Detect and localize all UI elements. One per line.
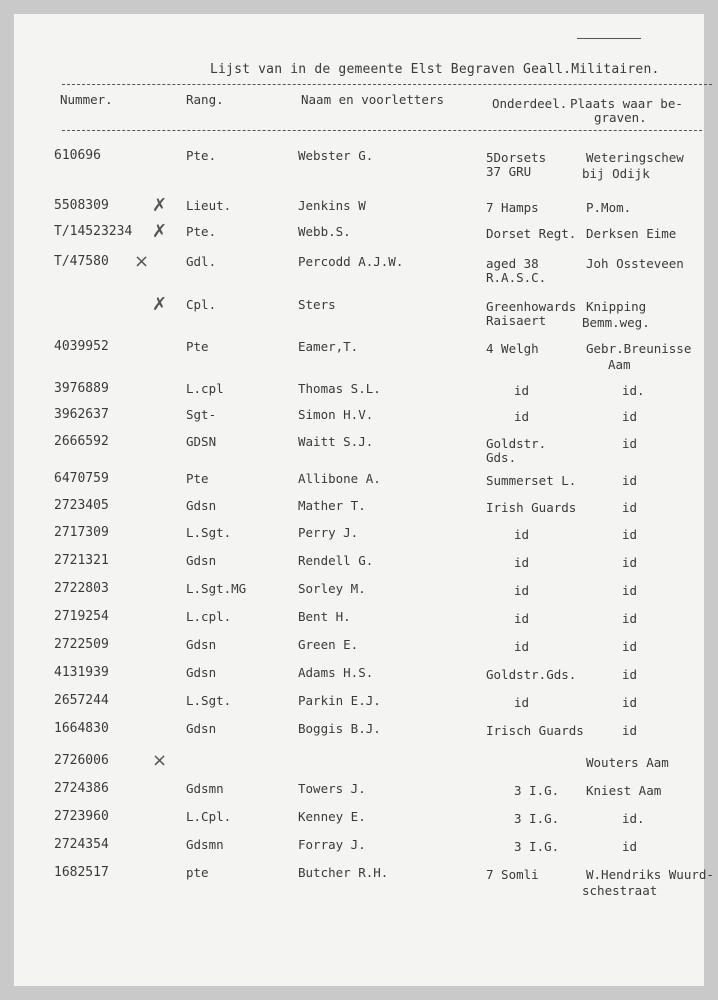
row-place: Weteringschew [586,150,684,165]
row-name: Bent H. [298,609,351,624]
row-name: Green E. [298,637,359,652]
row-number: T/14523234 [54,224,133,239]
row-name: Adams H.S. [298,665,374,680]
row-name: Webb.S. [298,224,351,239]
row-rank: Lieut. [186,198,232,213]
row-number: 2721321 [54,553,109,568]
header-unit: Onderdeel. [492,96,568,111]
top-line [577,38,641,39]
row-place: id [622,611,638,626]
cross-mark-icon: ✗ [152,195,168,216]
row-place: id [622,839,638,854]
row-unit: id [514,639,530,654]
cross-mark-icon: ✗ [152,221,168,242]
row-unit: 7 Somli [486,867,539,882]
row-unit: Irish Guards [486,500,577,515]
row-unit: 7 Hamps [486,200,539,215]
row-place: W.Hendriks Wuurd- [586,867,714,882]
header-rank: Rang. [186,92,224,107]
row-unit: Goldstr.Gds. [486,667,577,682]
row-unit-line2: Raisaert [486,313,547,328]
row-number: 2723405 [54,498,109,513]
row-unit: Summerset L. [486,473,577,488]
row-name: Forray J. [298,837,366,852]
row-rank: Sgt- [186,407,217,422]
row-number: 2723960 [54,809,109,824]
title-divider [62,84,712,85]
row-place-line2: Aam [608,357,631,372]
row-name: Simon H.V. [298,407,374,422]
row-rank: Gdsn [186,665,217,680]
header-name: Naam en voorletters [301,92,444,107]
header-divider [62,130,702,131]
row-rank: L.cpl [186,381,224,396]
row-unit: Goldstr. [486,436,547,451]
row-number: 2722803 [54,581,109,596]
row-unit: Irisch Guards [486,723,584,738]
row-number: 2724354 [54,837,109,852]
row-number: 2722509 [54,637,109,652]
row-rank: L.Cpl. [186,809,232,824]
row-rank: L.Sgt. [186,693,232,708]
row-unit-line2: Gds. [486,450,517,465]
row-unit: 3 I.G. [514,839,560,854]
row-unit: id [514,527,530,542]
row-place: id [622,409,638,424]
row-rank: L.Sgt.MG [186,581,247,596]
row-number: 2724386 [54,781,109,796]
row-name: Kenney E. [298,809,366,824]
row-place: Kniest Aam [586,783,662,798]
header-place: Plaats waar be- [570,96,683,111]
row-name: Eamer,T. [298,339,359,354]
row-unit: 4 Welgh [486,341,539,356]
row-rank: Pte. [186,148,217,163]
row-place: Joh Ossteveen [586,256,684,271]
row-number: 3962637 [54,407,109,422]
row-place: id [622,473,638,488]
row-unit: 3 I.G. [514,811,560,826]
row-place-line2: bij Odijk [582,166,650,181]
row-rank: Gdsmn [186,837,224,852]
row-number: 2719254 [54,609,109,624]
row-place: Gebr.Breunisse [586,341,692,356]
row-number: T/47580 [54,254,109,269]
row-unit: Greenhowards [486,299,577,314]
row-name: Jenkins W [298,198,366,213]
row-name: Mather T. [298,498,366,513]
row-place: id [622,555,638,570]
row-unit: id [514,583,530,598]
row-rank: Pte [186,471,209,486]
document-sheet [14,14,714,986]
row-unit: id [514,695,530,710]
row-number: 2657244 [54,693,109,708]
row-place-line2: schestraat [582,883,658,898]
row-unit: id [514,409,530,424]
row-place: id [622,695,638,710]
row-place: id [622,436,638,451]
row-unit: aged 38 [486,256,539,271]
row-number: 6470759 [54,471,109,486]
row-place: id. [622,811,645,826]
row-place: id [622,639,638,654]
row-place: id [622,723,638,738]
row-rank: Gdsn [186,498,217,513]
row-number: 610696 [54,148,101,163]
row-place: P.Mom. [586,200,632,215]
row-place: id. [622,383,645,398]
row-unit: id [514,555,530,570]
header-place-line2: graven. [594,110,647,125]
header-number: Nummer. [60,92,113,107]
row-place: Knipping [586,299,647,314]
row-name: Towers J. [298,781,366,796]
row-name: Thomas S.L. [298,381,381,396]
row-rank: Pte. [186,224,217,239]
row-rank: Cpl. [186,297,217,312]
row-unit: 3 I.G. [514,783,560,798]
row-place-line2: Bemm.weg. [582,315,650,330]
cross-mark-icon: × [134,251,150,272]
row-number: 2717309 [54,525,109,540]
row-name: Parkin E.J. [298,693,381,708]
row-name: Waitt S.J. [298,434,374,449]
row-unit: id [514,383,530,398]
row-number: 5508309 [54,198,109,213]
row-place: id [622,527,638,542]
row-rank: Gdsn [186,721,217,736]
row-name: Butcher R.H. [298,865,389,880]
row-rank: L.cpl. [186,609,232,624]
row-rank: Gdl. [186,254,217,269]
row-rank: Pte [186,339,209,354]
row-place: Wouters Aam [586,755,669,770]
row-rank: Gdsn [186,553,217,568]
row-place: id [622,500,638,515]
row-unit: 5Dorsets [486,150,547,165]
row-place: Derksen Eime [586,226,677,241]
row-unit-line2: R.A.S.C. [486,270,547,285]
row-number: 1682517 [54,865,109,880]
row-place: id [622,667,638,682]
row-name: Percodd A.J.W. [298,254,404,269]
cross-mark-icon: ✗ [152,294,168,315]
row-rank: L.Sgt. [186,525,232,540]
row-number: 2726006 [54,753,109,768]
row-number: 4039952 [54,339,109,354]
row-rank: Gdsmn [186,781,224,796]
row-name: Sorley M. [298,581,366,596]
row-unit: id [514,611,530,626]
row-name: Allibone A. [298,471,381,486]
row-unit: Dorset Regt. [486,226,577,241]
row-name: Boggis B.J. [298,721,381,736]
row-place: id [622,583,638,598]
row-name: Perry J. [298,525,359,540]
row-unit-line2: 37 GRU [486,164,532,179]
row-rank: GDSN [186,434,217,449]
row-rank: Gdsn [186,637,217,652]
row-number: 3976889 [54,381,109,396]
row-name: Webster G. [298,148,374,163]
row-name: Sters [298,297,336,312]
document-title: Lijst van in de gemeente Elst Begraven Geall.Militairen. [210,62,660,77]
row-name: Rendell G. [298,553,374,568]
row-number: 4131939 [54,665,109,680]
cross-mark-icon: × [152,750,168,771]
row-rank: pte [186,865,209,880]
row-number: 2666592 [54,434,109,449]
row-number: 1664830 [54,721,109,736]
